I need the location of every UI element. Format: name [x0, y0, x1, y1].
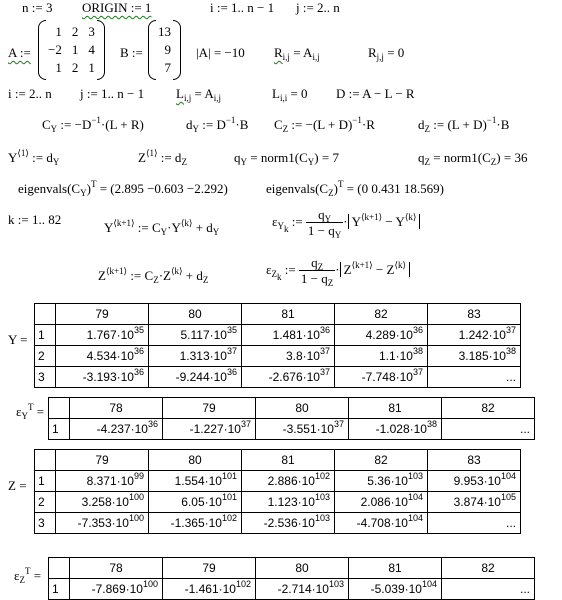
origin-definition: ORIGIN := 1 [82, 0, 152, 15]
column-header: 81 [349, 398, 442, 419]
table-cell: $1.123\cdot 10^{103}$ [242, 492, 335, 513]
i2-range: i := 2.. n [8, 86, 52, 101]
table-cell: $-2.676\cdot 10^{37}$ [242, 367, 335, 388]
table-ellipsis: ... [442, 419, 535, 440]
column-header: 80 [256, 398, 349, 419]
column-header: 80 [256, 558, 349, 579]
table-cell: $1.554\cdot 10^{101}$ [149, 471, 242, 492]
table-cell: $3.185\cdot 10^{38}$ [428, 346, 521, 367]
eps-y-table-label: $\varepsilon_Y^T$ = [16, 402, 45, 421]
row-number: 2 [35, 492, 56, 513]
y-result-table [34, 303, 521, 388]
dy-formula: $d_Y$ := $D^{-1}\cdot B$ [186, 115, 249, 134]
column-header: 82 [335, 304, 428, 325]
matrix-a-cell: 3 [88, 24, 95, 39]
table-cell: $-1.028\cdot 10^{38}$ [349, 419, 442, 440]
column-header: 79 [56, 304, 149, 325]
table-cell: $-7.353\cdot 10^{100}$ [56, 513, 149, 534]
row-number: 1 [35, 325, 56, 346]
b-label: B := [120, 45, 143, 60]
column-header: 81 [242, 304, 335, 325]
table-ellipsis: ... [442, 579, 535, 600]
column-header: 79 [163, 398, 256, 419]
column-header: 82 [442, 558, 535, 579]
matrix-cell: 7 [164, 60, 171, 75]
n-definition: n := 3 [22, 0, 53, 15]
table-cell: $8.371\cdot 10^{99}$ [56, 471, 149, 492]
table-cell: $3.8\cdot 10^{37}$ [242, 346, 335, 367]
table-corner [49, 558, 70, 579]
table-cell: $-7.748\cdot 10^{37}$ [335, 367, 428, 388]
matrix-cell: 9 [164, 42, 171, 57]
k-range: k := 1.. 82 [8, 212, 62, 227]
table-ellipsis: ... [428, 513, 521, 534]
z1-init: $Z^{⟨1⟩}$ := $d_Z$ [138, 148, 187, 167]
table-cell: $3.874\cdot 10^{105}$ [428, 492, 521, 513]
table-cell: $3.258\cdot 10^{100}$ [56, 492, 149, 513]
table-cell: $2.886\cdot 10^{102}$ [242, 471, 335, 492]
table-row [35, 325, 521, 346]
table-cell: $1.1\cdot 10^{38}$ [335, 346, 428, 367]
eps-y-result-table [48, 397, 535, 440]
table-cell: $1.481\cdot 10^{36}$ [242, 325, 335, 346]
table-cell: $4.534\cdot 10^{36}$ [56, 346, 149, 367]
table-cell: $-2.536\cdot 10^{103}$ [242, 513, 335, 534]
matrix-a [38, 20, 105, 80]
eigenvals-cz: $eigenvals(C_Z)^T = (0$ 0.431 18.569) [266, 179, 444, 198]
table-cell: $1.767\cdot 10^{35}$ [56, 325, 149, 346]
qy-value: $q_Y$ = $norm1(C_Y) = 7$ [234, 150, 339, 167]
table-cell: $2.086\cdot 10^{104}$ [335, 492, 428, 513]
matrix-a-cell: −2 [48, 42, 62, 57]
det-a: |A| = −10 [196, 45, 245, 60]
column-header: 80 [149, 450, 242, 471]
z-table-label: Z = [8, 478, 27, 493]
column-header: 81 [349, 558, 442, 579]
matrix-cell: 13 [158, 24, 171, 39]
matrix-a-cell: 4 [88, 42, 95, 57]
table-cell: $1.242\cdot 10^{37}$ [428, 325, 521, 346]
table-cell: $6.05\cdot 10^{101}$ [149, 492, 242, 513]
table-row [49, 579, 535, 600]
matrix-a-cell: 2 [71, 60, 79, 75]
cy-formula: $C_Y$ := $-D^{-1}\cdot(L + R)$ [42, 115, 144, 134]
table-cell: $-3.551\cdot 10^{37}$ [256, 419, 349, 440]
row-number: 2 [35, 346, 56, 367]
table-row [35, 471, 521, 492]
z-iteration: $Z^{⟨k+1⟩}$ := $C_Z\cdot Z^{⟨k⟩} + d_Z$ [98, 266, 209, 285]
column-header: 83 [428, 450, 521, 471]
d-def: D := A − L − R [336, 86, 415, 101]
table-cell: $-1.461\cdot 10^{102}$ [163, 579, 256, 600]
table-row [35, 367, 521, 388]
y-iteration: $Y^{⟨k+1⟩}$ := $C_Y\cdot Y^{⟨k⟩} + d_Y$ [104, 218, 220, 237]
table-corner [35, 304, 56, 325]
eps-z-table-label: $\varepsilon_Z^T$ = [14, 566, 42, 585]
table-cell: $-1.227\cdot 10^{37}$ [163, 419, 256, 440]
matrix-a-cell: 2 [71, 24, 79, 39]
table-cell: $-4.237\cdot 10^{36}$ [70, 419, 163, 440]
matrix-a-cell: 1 [55, 60, 62, 75]
table-cell: $9.953\cdot 10^{104}$ [428, 471, 521, 492]
matrix-a-cell: 1 [55, 24, 62, 39]
column-header: 79 [56, 450, 149, 471]
eps-z-formula: $\varepsilon_{Z_k}$ := $\frac{q_Z}{1 - q_Z}$ · $Z^{⟨k+1⟩} - Z^{⟨k⟩}$ [266, 256, 410, 286]
dz-formula: $d_Z$ := $(L + D)^{-1}\cdot B$ [418, 115, 510, 134]
matrix-a-cell: 1 [88, 60, 95, 75]
row-number: 1 [49, 419, 70, 440]
i-range: i := 1.. n − 1 [210, 0, 275, 15]
column-header: 78 [70, 558, 163, 579]
table-cell: $-5.039\cdot 10^{104}$ [349, 579, 442, 600]
eps-z-result-table [48, 557, 535, 600]
table-cell: $1.313\cdot 10^{37}$ [149, 346, 242, 367]
table-cell: $-9.244\cdot 10^{36}$ [149, 367, 242, 388]
a-label: A := [8, 45, 31, 60]
j-range: j := 2.. n [296, 0, 340, 15]
table-ellipsis: ... [428, 367, 521, 388]
table-cell: $-4.708\cdot 10^{104}$ [335, 513, 428, 534]
column-header: 82 [442, 398, 535, 419]
table-cell: $-1.365\cdot 10^{102}$ [149, 513, 242, 534]
table-cell: $4.289\cdot 10^{36}$ [335, 325, 428, 346]
r-diag: $R_{j,j} = 0$ [368, 45, 405, 62]
table-cell: $-2.714\cdot 10^{103}$ [256, 579, 349, 600]
matrix-a-cell: 1 [71, 42, 79, 57]
row-number: 3 [35, 513, 56, 534]
column-header: 80 [149, 304, 242, 325]
l-def: $L_{i,j} = A_{i,j}$ [176, 86, 221, 103]
l-diag: $L_{i,i} = 0$ [272, 86, 308, 103]
table-row [35, 346, 521, 367]
eigenvals-cy: $eigenvals(C_Y)^T = (2.895 -0.603 -2.292)$ [18, 179, 228, 198]
column-header: 83 [428, 304, 521, 325]
column-header: 82 [335, 450, 428, 471]
eps-y-formula: $\varepsilon_{Y_k}$ := $\frac{q_Y}{1 - q_Y}$ · $Y^{⟨k+1⟩} - Y^{⟨k⟩}$ [272, 208, 420, 238]
table-cell: $-3.193\cdot 10^{36}$ [56, 367, 149, 388]
table-cell: $5.117\cdot 10^{35}$ [149, 325, 242, 346]
matrix-b [148, 20, 181, 80]
j2-range: j := 1.. n − 1 [80, 86, 145, 101]
table-row [35, 513, 521, 534]
column-header: 78 [70, 398, 163, 419]
cz-formula: $C_Z$ := $-(L + D)^{-1}\cdot R$ [274, 115, 375, 134]
table-row [49, 419, 535, 440]
r-def: $R_{i,j} = A_{i,j}$ [274, 45, 320, 62]
column-header: 81 [242, 450, 335, 471]
table-corner [49, 398, 70, 419]
row-number: 3 [35, 367, 56, 388]
row-number: 1 [49, 579, 70, 600]
table-corner [35, 450, 56, 471]
y-table-label: Y = [8, 332, 28, 347]
y1-init: $Y^{⟨1⟩}$ := $d_Y$ [8, 148, 60, 167]
table-cell: $-7.869\cdot 10^{100}$ [70, 579, 163, 600]
column-header: 79 [163, 558, 256, 579]
row-number: 1 [35, 471, 56, 492]
qz-value: $q_Z$ = $norm1(C_Z) = 36$ [418, 150, 528, 167]
table-row [35, 492, 521, 513]
table-cell: $5.36\cdot 10^{103}$ [335, 471, 428, 492]
z-result-table [34, 449, 521, 534]
